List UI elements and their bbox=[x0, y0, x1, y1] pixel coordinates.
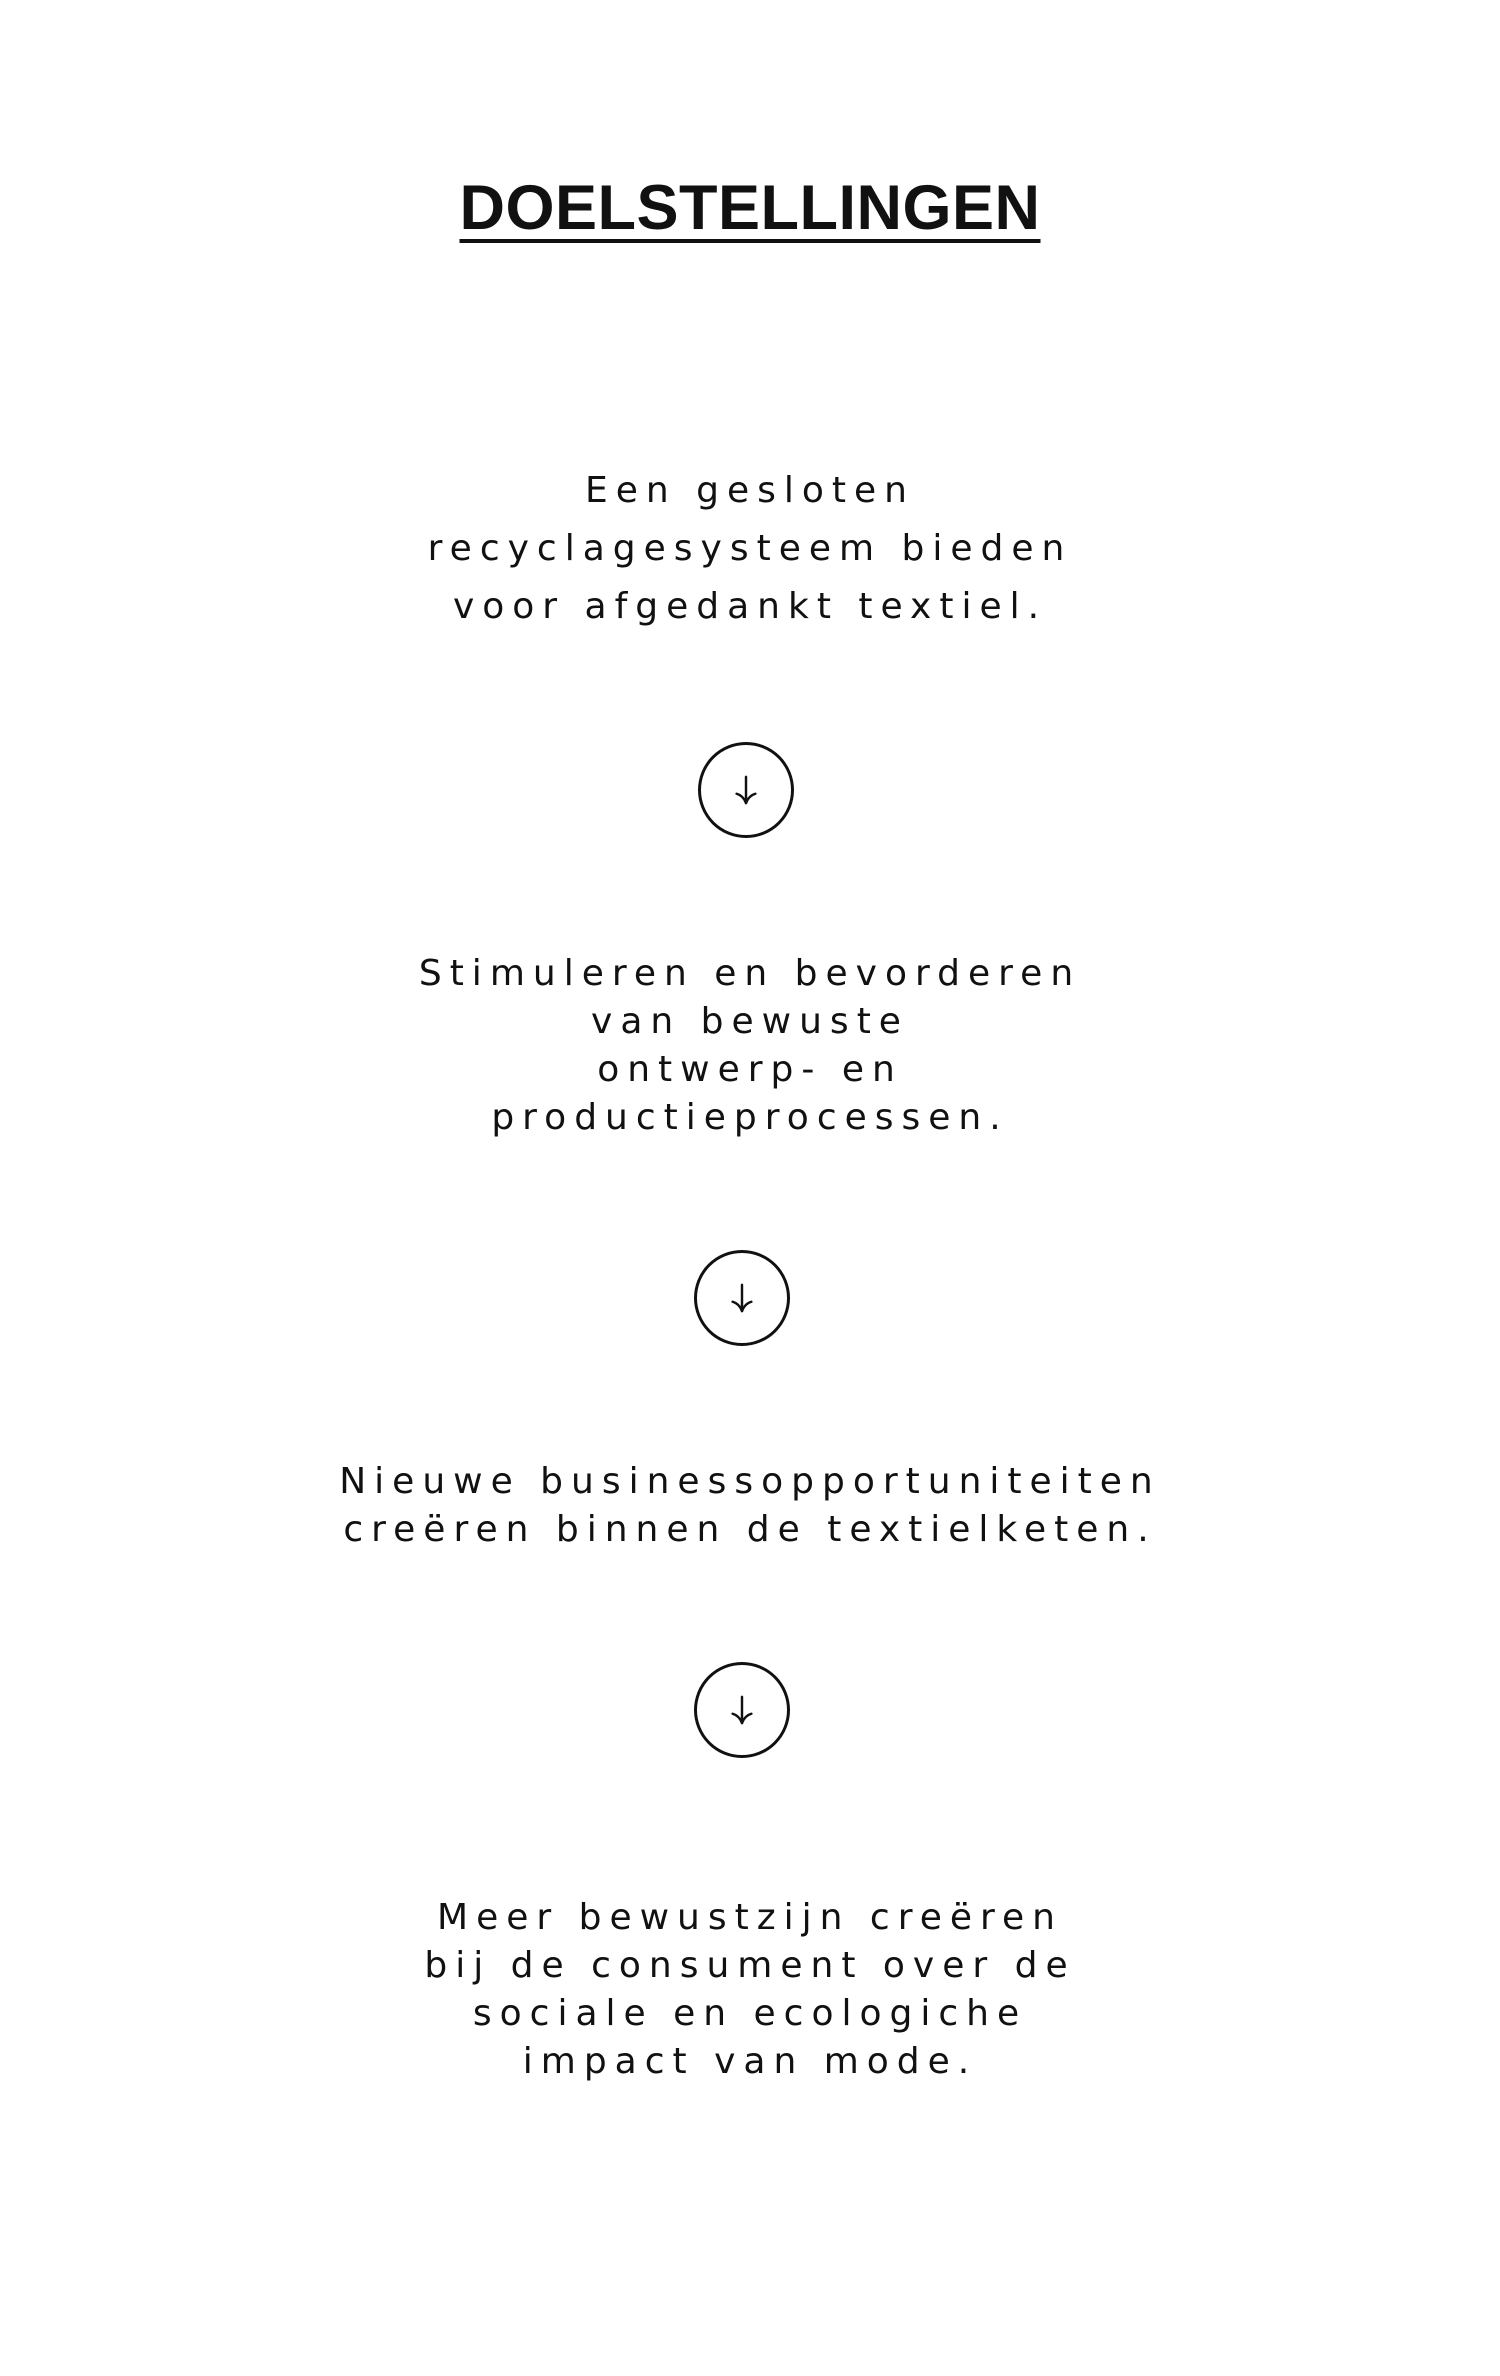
goal-2 bbox=[250, 950, 1250, 1142]
goal-3-line-2: creëren binnen de textielketen. bbox=[343, 1509, 1157, 1550]
goal-2-line-4: productieprocessen. bbox=[491, 1097, 1009, 1138]
goal-1-line-2: recyclagesysteem bieden bbox=[427, 528, 1073, 569]
goal-4-line-3: sociale en ecologiche bbox=[472, 1993, 1028, 2034]
goal-1 bbox=[250, 462, 1250, 636]
page-title bbox=[0, 168, 1500, 248]
goal-2-line-3: ontwerp- en bbox=[597, 1049, 903, 1090]
arrow-down-icon bbox=[694, 1250, 790, 1346]
goal-1-line-3: voor afgedankt textiel. bbox=[452, 586, 1048, 627]
goal-3-line-1: Nieuwe businessopportuniteiten bbox=[339, 1461, 1161, 1502]
goal-3 bbox=[250, 1458, 1250, 1554]
goal-4 bbox=[250, 1894, 1250, 2086]
page-title-text: DOELSTELLINGEN bbox=[459, 173, 1041, 243]
goal-4-line-1: Meer bewustzijn creëren bbox=[437, 1897, 1063, 1938]
goal-2-line-1: Stimuleren en bevorderen bbox=[418, 953, 1082, 994]
goal-2-line-2: van bewuste bbox=[591, 1001, 909, 1042]
goal-4-line-4: impact van mode. bbox=[522, 2041, 978, 2082]
goal-4-line-2: bij de consument over de bbox=[424, 1945, 1076, 1986]
goal-1-line-1: Een gesloten bbox=[584, 470, 916, 511]
arrow-down-icon bbox=[694, 1662, 790, 1758]
arrow-down-icon bbox=[698, 742, 794, 838]
